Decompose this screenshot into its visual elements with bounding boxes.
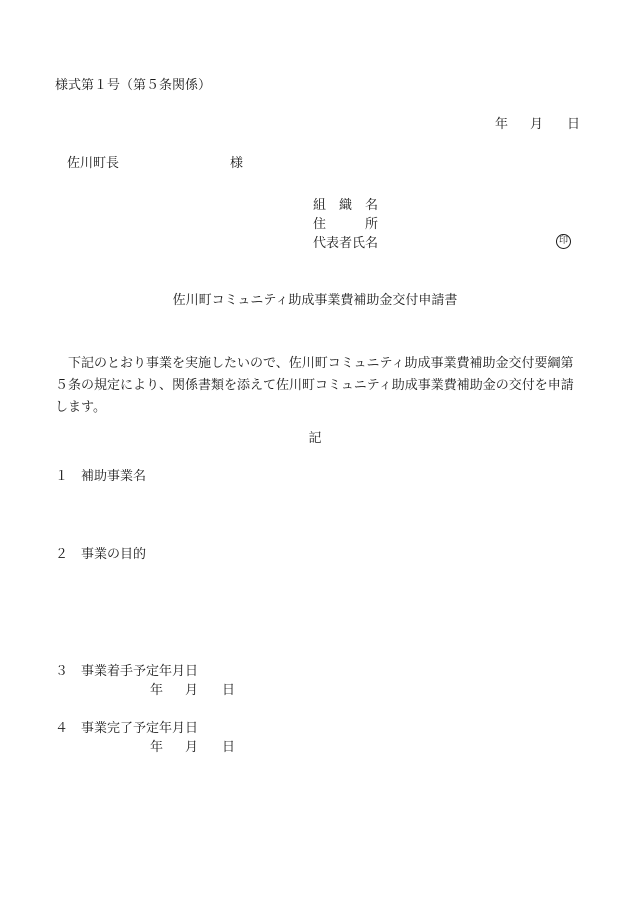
ki-heading: 記	[308, 431, 322, 446]
item-4	[55, 722, 198, 735]
representative-label: 代表者氏名	[313, 236, 379, 251]
addressee-name: 佐川町長	[67, 156, 120, 171]
org-name-label: 組 織 名	[313, 198, 379, 213]
year-label: 年	[494, 117, 508, 132]
document-title: 佐川町コミュニティ助成事業費補助金交付申請書	[172, 293, 458, 308]
item-1	[55, 470, 146, 483]
item-label: 事業着手予定年月日	[81, 664, 199, 679]
item-label: 事業の目的	[81, 547, 147, 562]
seal-mark: 印	[556, 234, 571, 249]
date-line	[495, 118, 580, 131]
month-label: 月	[185, 740, 199, 755]
addressee-honorific: 様	[230, 156, 244, 171]
day-label: 日	[222, 683, 236, 698]
item-number: ２	[55, 547, 69, 562]
item-number: ４	[55, 721, 69, 736]
item-2	[55, 548, 146, 561]
applicant-block	[313, 196, 378, 253]
month-label: 月	[185, 683, 199, 698]
form-number: 様式第１号（第５条関係）	[55, 78, 212, 93]
end-date-line	[150, 741, 235, 754]
item-number: １	[55, 469, 69, 484]
addressee	[67, 156, 244, 171]
year-label: 年	[150, 740, 164, 755]
year-label: 年	[150, 683, 164, 698]
item-number: ３	[55, 664, 69, 679]
item-label: 事業完了予定年月日	[81, 721, 199, 736]
month-label: 月	[529, 117, 543, 132]
address-label: 住 所	[313, 217, 379, 232]
item-label: 補助事業名	[81, 469, 147, 484]
body-paragraph: 下記のとおり事業を実施したいので、佐川町コミュニティ助成事業費補助金交付要綱第５条の規定により、関係書類を添えて佐川町コミュニティ助成事業費補助金の交付を申請します。	[55, 356, 574, 415]
item-3	[55, 665, 198, 678]
day-label: 日	[566, 117, 580, 132]
start-date-line	[150, 684, 235, 697]
day-label: 日	[222, 740, 236, 755]
